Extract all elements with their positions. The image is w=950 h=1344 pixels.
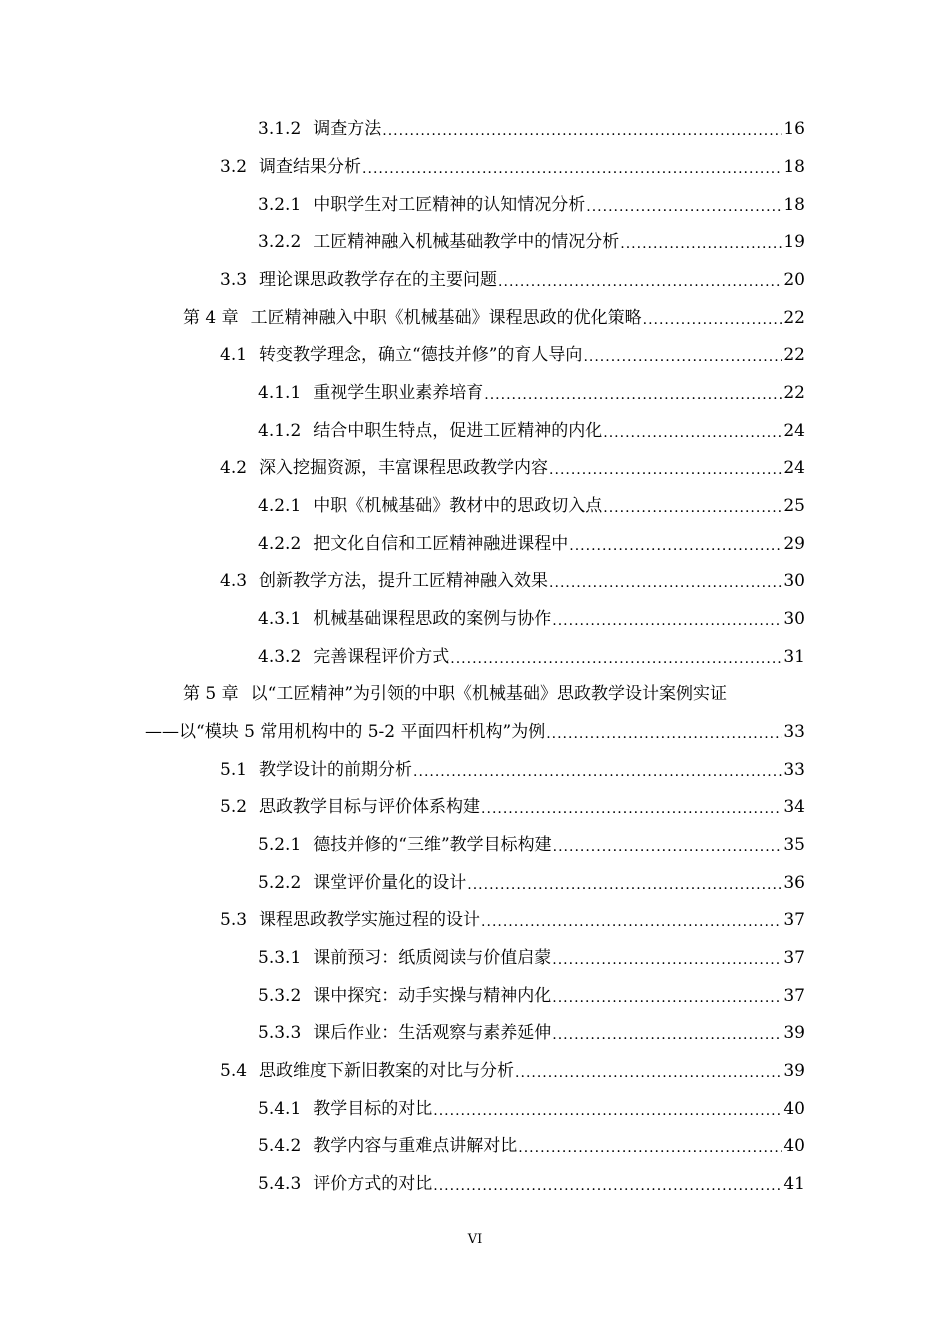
toc-entry-title: 完善课程评价方式 — [313, 647, 450, 667]
toc-entry-page: 33 — [783, 760, 805, 780]
toc-entry[interactable] — [258, 1097, 805, 1121]
toc-entry-page: 34 — [783, 797, 805, 817]
toc-entry-page: 33 — [783, 722, 805, 742]
toc-entry-page: 30 — [783, 571, 805, 591]
toc-entry-title: 教学内容与重难点讲解对比 — [313, 1136, 518, 1156]
toc-entry[interactable] — [258, 381, 805, 405]
toc-entry[interactable] — [258, 833, 805, 857]
toc-entry-number: 第 4 章 — [183, 308, 239, 328]
toc-entry[interactable] — [220, 758, 805, 782]
toc-entry[interactable] — [258, 1021, 805, 1045]
toc-entry-title: 理论课思政教学存在的主要问题 — [259, 270, 498, 290]
toc-entry-number: 4.2 — [220, 458, 248, 478]
dot-leader — [433, 1172, 782, 1196]
toc-entry-title: 课后作业：生活观察与素养延伸 — [313, 1023, 552, 1043]
dot-leader — [643, 306, 783, 330]
toc-entry-number: 5.4.3 — [258, 1174, 302, 1194]
toc-entry-title: 教学目标的对比 — [313, 1099, 433, 1119]
toc-entry[interactable] — [258, 193, 805, 217]
dot-leader — [586, 193, 782, 217]
toc-entry-number: 3.1.2 — [258, 119, 302, 139]
toc-entry[interactable] — [258, 1172, 805, 1196]
toc-entry[interactable] — [220, 456, 805, 480]
toc-entry[interactable] — [258, 494, 805, 518]
toc-entry-number: 5.3.2 — [258, 986, 302, 1006]
toc-entry-page: 39 — [783, 1023, 805, 1043]
toc-entry[interactable] — [258, 645, 805, 669]
toc-entry-number: 4.3.1 — [258, 609, 302, 629]
toc-entry[interactable] — [220, 795, 805, 819]
toc-entry-title: 思政教学目标与评价体系构建 — [259, 797, 481, 817]
dot-leader — [413, 758, 782, 782]
toc-entry-number: 5.2.1 — [258, 835, 302, 855]
toc-entry-number: 5.3.1 — [258, 948, 302, 968]
toc-entry[interactable] — [258, 419, 805, 443]
toc-entry-title: ——以“模块 5 常用机构中的 5-2 平面四杆机构”为例 — [145, 722, 546, 742]
toc-entry-page: 20 — [783, 270, 805, 290]
toc-entry-number: 4.3.2 — [258, 647, 302, 667]
toc-entry-page: 18 — [783, 157, 805, 177]
toc-entry-title: 把文化自信和工匠精神融进课程中 — [313, 534, 569, 554]
dot-leader — [450, 645, 782, 669]
toc-entry-page: 39 — [783, 1061, 805, 1081]
toc-entry-page: 24 — [783, 458, 805, 478]
toc-entry-number: 5.3.3 — [258, 1023, 302, 1043]
toc-entry-page: 16 — [783, 119, 805, 139]
toc-entry-page: 31 — [783, 647, 805, 667]
toc-entry[interactable] — [220, 155, 805, 179]
toc-entry-page: 37 — [783, 910, 805, 930]
toc-entry-chapter[interactable] — [183, 306, 805, 330]
dot-leader — [518, 1134, 782, 1158]
toc-entry[interactable] — [220, 569, 805, 593]
toc-entry-number: 3.2 — [220, 157, 248, 177]
toc-entry-title: 创新教学方法，提升工匠精神融入效果 — [259, 571, 549, 591]
toc-entry-page: 22 — [783, 383, 805, 403]
dot-leader — [433, 1097, 782, 1121]
toc-entry-chapter-line2[interactable] — [145, 720, 805, 744]
toc-entry-title: 结合中职生特点，促进工匠精神的内化 — [313, 421, 603, 441]
toc-entry[interactable] — [258, 117, 805, 141]
toc-entry-page: 37 — [783, 986, 805, 1006]
toc-entry-title: 评价方式的对比 — [313, 1174, 433, 1194]
dot-leader — [484, 381, 782, 405]
toc-entry-title: 以“工匠精神”为引领的中职《机械基础》思政教学设计案例实证 — [250, 684, 728, 704]
toc-entry[interactable] — [258, 946, 805, 970]
toc-entry-number: 3.3 — [220, 270, 248, 290]
dot-leader — [620, 230, 782, 254]
toc-entry[interactable] — [258, 532, 805, 556]
toc-entry-page: 41 — [783, 1174, 805, 1194]
dot-leader — [603, 494, 782, 518]
toc-entry[interactable] — [220, 1059, 805, 1083]
toc-entry-page: 22 — [783, 345, 805, 365]
dot-leader — [549, 569, 782, 593]
dot-leader — [498, 268, 782, 292]
toc-entry-number: 5.1 — [220, 760, 248, 780]
toc-entry[interactable] — [220, 908, 805, 932]
toc-entry-number: 4.3 — [220, 571, 248, 591]
toc-entry-title: 课前预习：纸质阅读与价值启蒙 — [313, 948, 552, 968]
toc-entry-title: 中职《机械基础》教材中的思政切入点 — [313, 496, 603, 516]
toc-entry-number: 4.1.1 — [258, 383, 302, 403]
toc-entry-number: 3.2.1 — [258, 195, 302, 215]
toc-entry-title: 教学设计的前期分析 — [259, 760, 413, 780]
dot-leader — [569, 532, 782, 556]
dot-leader — [481, 795, 782, 819]
toc-entry-number: 4.2.2 — [258, 534, 302, 554]
toc-entry-page: 36 — [783, 873, 805, 893]
toc-entry-title: 课堂评价量化的设计 — [313, 873, 467, 893]
toc-entry-title: 中职学生对工匠精神的认知情况分析 — [313, 195, 586, 215]
toc-entry-title: 调查结果分析 — [259, 157, 362, 177]
toc-entry-number: 4.1.2 — [258, 421, 302, 441]
toc-entry-number: 5.4.2 — [258, 1136, 302, 1156]
dot-leader — [546, 720, 782, 744]
toc-entry[interactable] — [220, 268, 805, 292]
dot-leader — [552, 607, 782, 631]
dot-leader — [362, 155, 782, 179]
toc-entry-page: 19 — [783, 232, 805, 252]
dot-leader — [549, 456, 782, 480]
toc-entry-title: 机械基础课程思政的案例与协作 — [313, 609, 552, 629]
dot-leader — [515, 1059, 782, 1083]
dot-leader — [583, 343, 782, 367]
toc-entry-page: 25 — [783, 496, 805, 516]
toc-entry-chapter-line1[interactable] — [183, 682, 805, 706]
toc-entry[interactable] — [258, 984, 805, 1008]
dot-leader — [552, 984, 782, 1008]
toc-entry-page: 37 — [783, 948, 805, 968]
toc-entry[interactable] — [258, 230, 805, 254]
toc-entry-number: 5.3 — [220, 910, 248, 930]
toc-entry[interactable] — [258, 1134, 805, 1158]
dot-leader — [552, 946, 782, 970]
dot-leader — [382, 117, 782, 141]
toc-entry-title: 重视学生职业素养培育 — [313, 383, 484, 403]
toc-entry-page: 29 — [783, 534, 805, 554]
toc-entry-number: 5.4 — [220, 1061, 248, 1081]
toc-entry-number: 4.1 — [220, 345, 248, 365]
dot-leader — [552, 1021, 782, 1045]
toc-entry-title: 德技并修的“三维”教学目标构建 — [313, 835, 552, 855]
toc-entry-title: 课中探究：动手实操与精神内化 — [313, 986, 552, 1006]
dot-leader — [603, 419, 782, 443]
toc-entry-page: 24 — [783, 421, 805, 441]
toc-entry-page: 30 — [783, 609, 805, 629]
toc-entry-title: 转变教学理念，确立“德技并修”的育人导向 — [259, 345, 583, 365]
toc-entry[interactable] — [220, 343, 805, 367]
toc-entry-title: 思政维度下新旧教案的对比与分析 — [259, 1061, 515, 1081]
toc-entry-number: 5.4.1 — [258, 1099, 302, 1119]
toc-entry[interactable] — [258, 607, 805, 631]
toc-entry-number: 3.2.2 — [258, 232, 302, 252]
toc-entry-number: 5.2 — [220, 797, 248, 817]
toc-entry-page: 40 — [783, 1099, 805, 1119]
dot-leader — [481, 908, 782, 932]
toc-entry[interactable] — [258, 871, 805, 895]
page-number-footer: VI — [467, 1232, 483, 1247]
dot-leader — [467, 871, 782, 895]
toc-entry-title: 调查方法 — [313, 119, 382, 139]
toc-entry-title: 工匠精神融入机械基础教学中的情况分析 — [313, 232, 620, 252]
toc-entry-title: 深入挖掘资源，丰富课程思政教学内容 — [259, 458, 549, 478]
toc-entry-page: 40 — [783, 1136, 805, 1156]
toc-entry-number: 第 5 章 — [183, 684, 239, 704]
toc-entry-number: 5.2.2 — [258, 873, 302, 893]
toc-entry-page: 22 — [783, 308, 805, 328]
toc-entry-title: 课程思政教学实施过程的设计 — [259, 910, 481, 930]
dot-leader — [553, 833, 783, 857]
toc-entry-page: 35 — [783, 835, 805, 855]
toc-entry-number: 4.2.1 — [258, 496, 302, 516]
toc-entry-page: 18 — [783, 195, 805, 215]
toc-entry-title: 工匠精神融入中职《机械基础》课程思政的优化策略 — [250, 308, 642, 328]
